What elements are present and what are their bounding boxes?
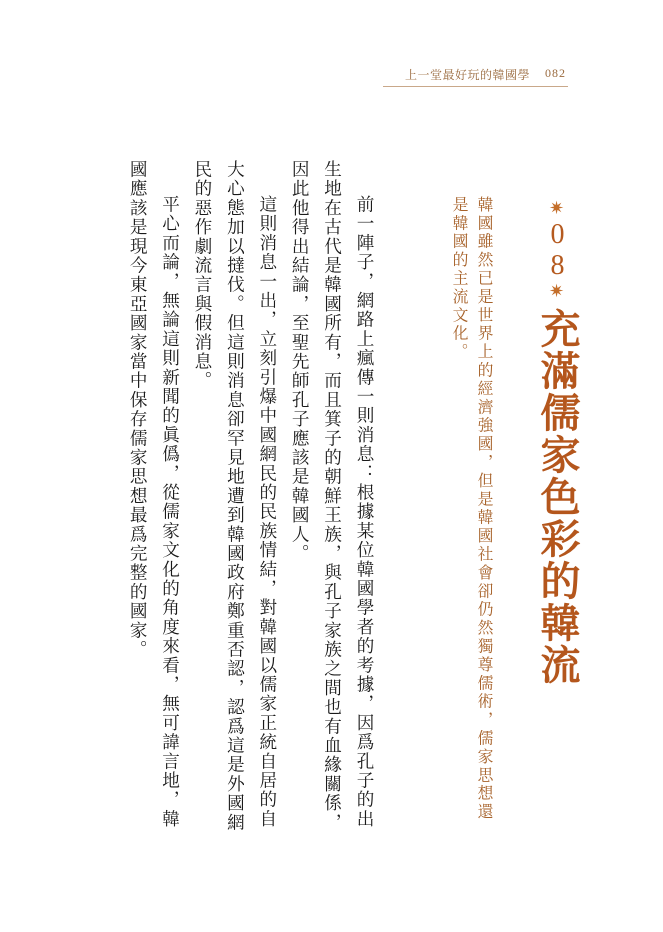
star-icon: ✷: [547, 198, 567, 219]
running-header: [0, 66, 663, 86]
chapter-intro: [447, 196, 497, 836]
paragraph: 這則消息一出，立刻引爆中國網民的民族情結，對韓國以儒家正統自居的自大心態加以撻伐。但這則消息卻罕見地遭到韓國政府鄭重否認，認爲這是外國網民的惡作劇流言與假消息。: [191, 160, 277, 832]
chapter-number-block: [530, 198, 584, 302]
chapter-number: 08: [542, 219, 573, 281]
paragraph: 平心而論，無論這則新聞的眞僞，從儒家文化的角度來看，無可諱言地，韓國應該是現今東亞國家當中保存儒家思想最爲完整的國家。: [127, 160, 180, 829]
star-icon: ✷: [547, 281, 567, 302]
book-title: 上一堂最好玩的韓國學: [405, 68, 531, 82]
intro-text: 韓國雖然已是世界上的經濟強國，但是韓國社會卻仍然獨尊儒術，儒家思想還是韓國的主流文化。: [450, 196, 494, 822]
chapter-heading: [530, 198, 584, 686]
chapter-title: 充滿儒家色彩的韓流: [534, 308, 581, 686]
paragraph: 前一陣子，網路上瘋傳一則消息：根據某位韓國學者的考據，因爲孔子的出生地在古代是韓國所有，而且箕子的朝鮮王族，與孔子家族之間也有血緣關係，因此他得出結論，至聖先師孔子應該是韓國人。: [289, 160, 374, 832]
body-text: [118, 160, 380, 840]
header-rule: [383, 86, 568, 87]
page-number: 082: [545, 66, 566, 80]
